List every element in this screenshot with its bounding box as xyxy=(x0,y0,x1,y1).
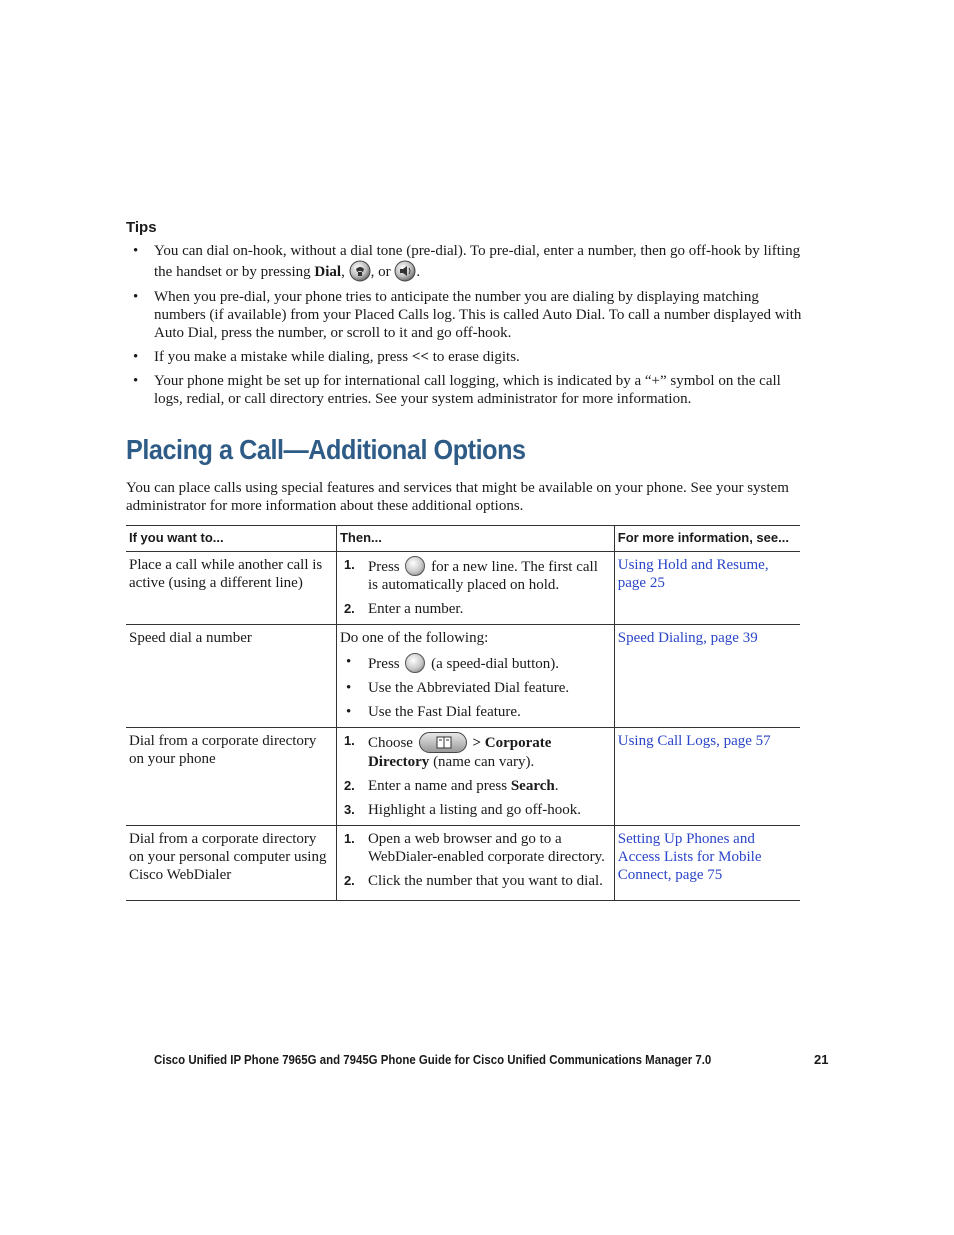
link-mobile-connect[interactable]: Setting Up Phones and Access Lists for Mobile Connect, page 75 xyxy=(617,831,762,883)
row-more-info xyxy=(614,625,800,728)
step-item: 1. Open a web browser and go to a WebDialer-enabled corporate directory. xyxy=(343,831,605,865)
header-more-info: For more information, see... xyxy=(614,526,800,552)
directories-button-icon xyxy=(419,732,467,753)
section-intro: You can place calls using special features and services that might be available on your phone. See your system administrator for more information about these additional options. xyxy=(126,480,789,514)
tip-item: • You can dial on-hook, without a dial tone (pre-dial). To pre-dial, enter a number, then go off-hook by lifting the handset or by pressing Dial, , or . xyxy=(126,242,806,282)
row-want: Place a call while another call is active (using a different line) xyxy=(126,552,336,625)
row-then: Do one of the following: • Press (a speed-dial button). • Use the Abbreviated Dial feature. • Use the Fast Dial feature. xyxy=(336,625,614,728)
backspace-softkey-label: << xyxy=(411,349,429,365)
row-want: Dial from a corporate directory on your personal computer using Cisco WebDialer xyxy=(126,826,336,901)
row-then xyxy=(336,552,614,625)
link-hold-resume[interactable]: Using Hold and Resume, page 25 xyxy=(617,557,769,591)
section-title: Placing a Call—Additional Options xyxy=(126,434,526,465)
row-then xyxy=(336,728,614,826)
table-row xyxy=(126,552,800,625)
tip-item: • If you make a mistake while dialing, press << to erase digits. xyxy=(126,348,806,366)
row-more-info xyxy=(614,552,800,625)
step-item: 3. Highlight a listing and go off-hook. xyxy=(343,802,581,818)
tips-heading: Tips xyxy=(126,219,157,236)
header-want: If you want to... xyxy=(126,526,336,552)
step-item: 2. Enter a name and press Search. xyxy=(343,778,559,794)
link-speed-dialing[interactable]: Speed Dialing, page 39 xyxy=(617,630,758,646)
page-number: 21 xyxy=(814,1052,829,1067)
link-call-logs[interactable]: Using Call Logs, page 57 xyxy=(617,733,771,749)
header-then: Then... xyxy=(336,526,614,552)
bullet-item: • Press (a speed-dial button). xyxy=(340,653,611,673)
tip-item: • When you pre-dial, your phone tries to anticipate the number you are dialing by displaying matching numbers (if available) from your Placed Calls log. This is called Auto Dial. To call a number displayed with Auto Dial, press the number, or scroll to it and go off-hook. xyxy=(126,288,806,342)
step-item: 2. Click the number that you want to dial. xyxy=(343,873,603,889)
table-row xyxy=(126,826,800,901)
line-button-icon xyxy=(405,556,425,576)
options-table xyxy=(126,525,800,901)
tip-item: • Your phone might be set up for international call logging, which is indicated by a “+” symbol on the call logs, redial, or call directory entries. See your system administrator for more information. xyxy=(126,372,806,408)
bullet-item: • Use the Abbreviated Dial feature. xyxy=(340,679,611,697)
tips-list xyxy=(126,242,806,414)
row-more-info xyxy=(614,826,800,901)
row-want: Dial from a corporate directory on your phone xyxy=(126,728,336,826)
row-then xyxy=(336,826,614,901)
headset-button-icon xyxy=(349,264,371,280)
row-more-info xyxy=(614,728,800,826)
speed-dial-button-icon xyxy=(405,653,425,673)
step-item: 1. Choose > Corporate Directory (name can vary). xyxy=(343,733,552,770)
speaker-button-icon xyxy=(394,264,416,280)
table-header-row xyxy=(126,526,800,552)
footer-title: Cisco Unified IP Phone 7965G and 7945G Phone Guide for Cisco Unified Communications Manager 7.0 xyxy=(154,1052,712,1067)
row-want: Speed dial a number xyxy=(126,625,336,728)
bullet-item: • Use the Fast Dial feature. xyxy=(340,703,611,721)
step-item: 1. Press for a new line. The first call is automatically placed on hold. xyxy=(343,557,598,593)
table-row xyxy=(126,625,800,728)
step-item: 2. Enter a number. xyxy=(343,601,464,617)
dial-softkey-label: Dial xyxy=(314,264,342,280)
table-row xyxy=(126,728,800,826)
